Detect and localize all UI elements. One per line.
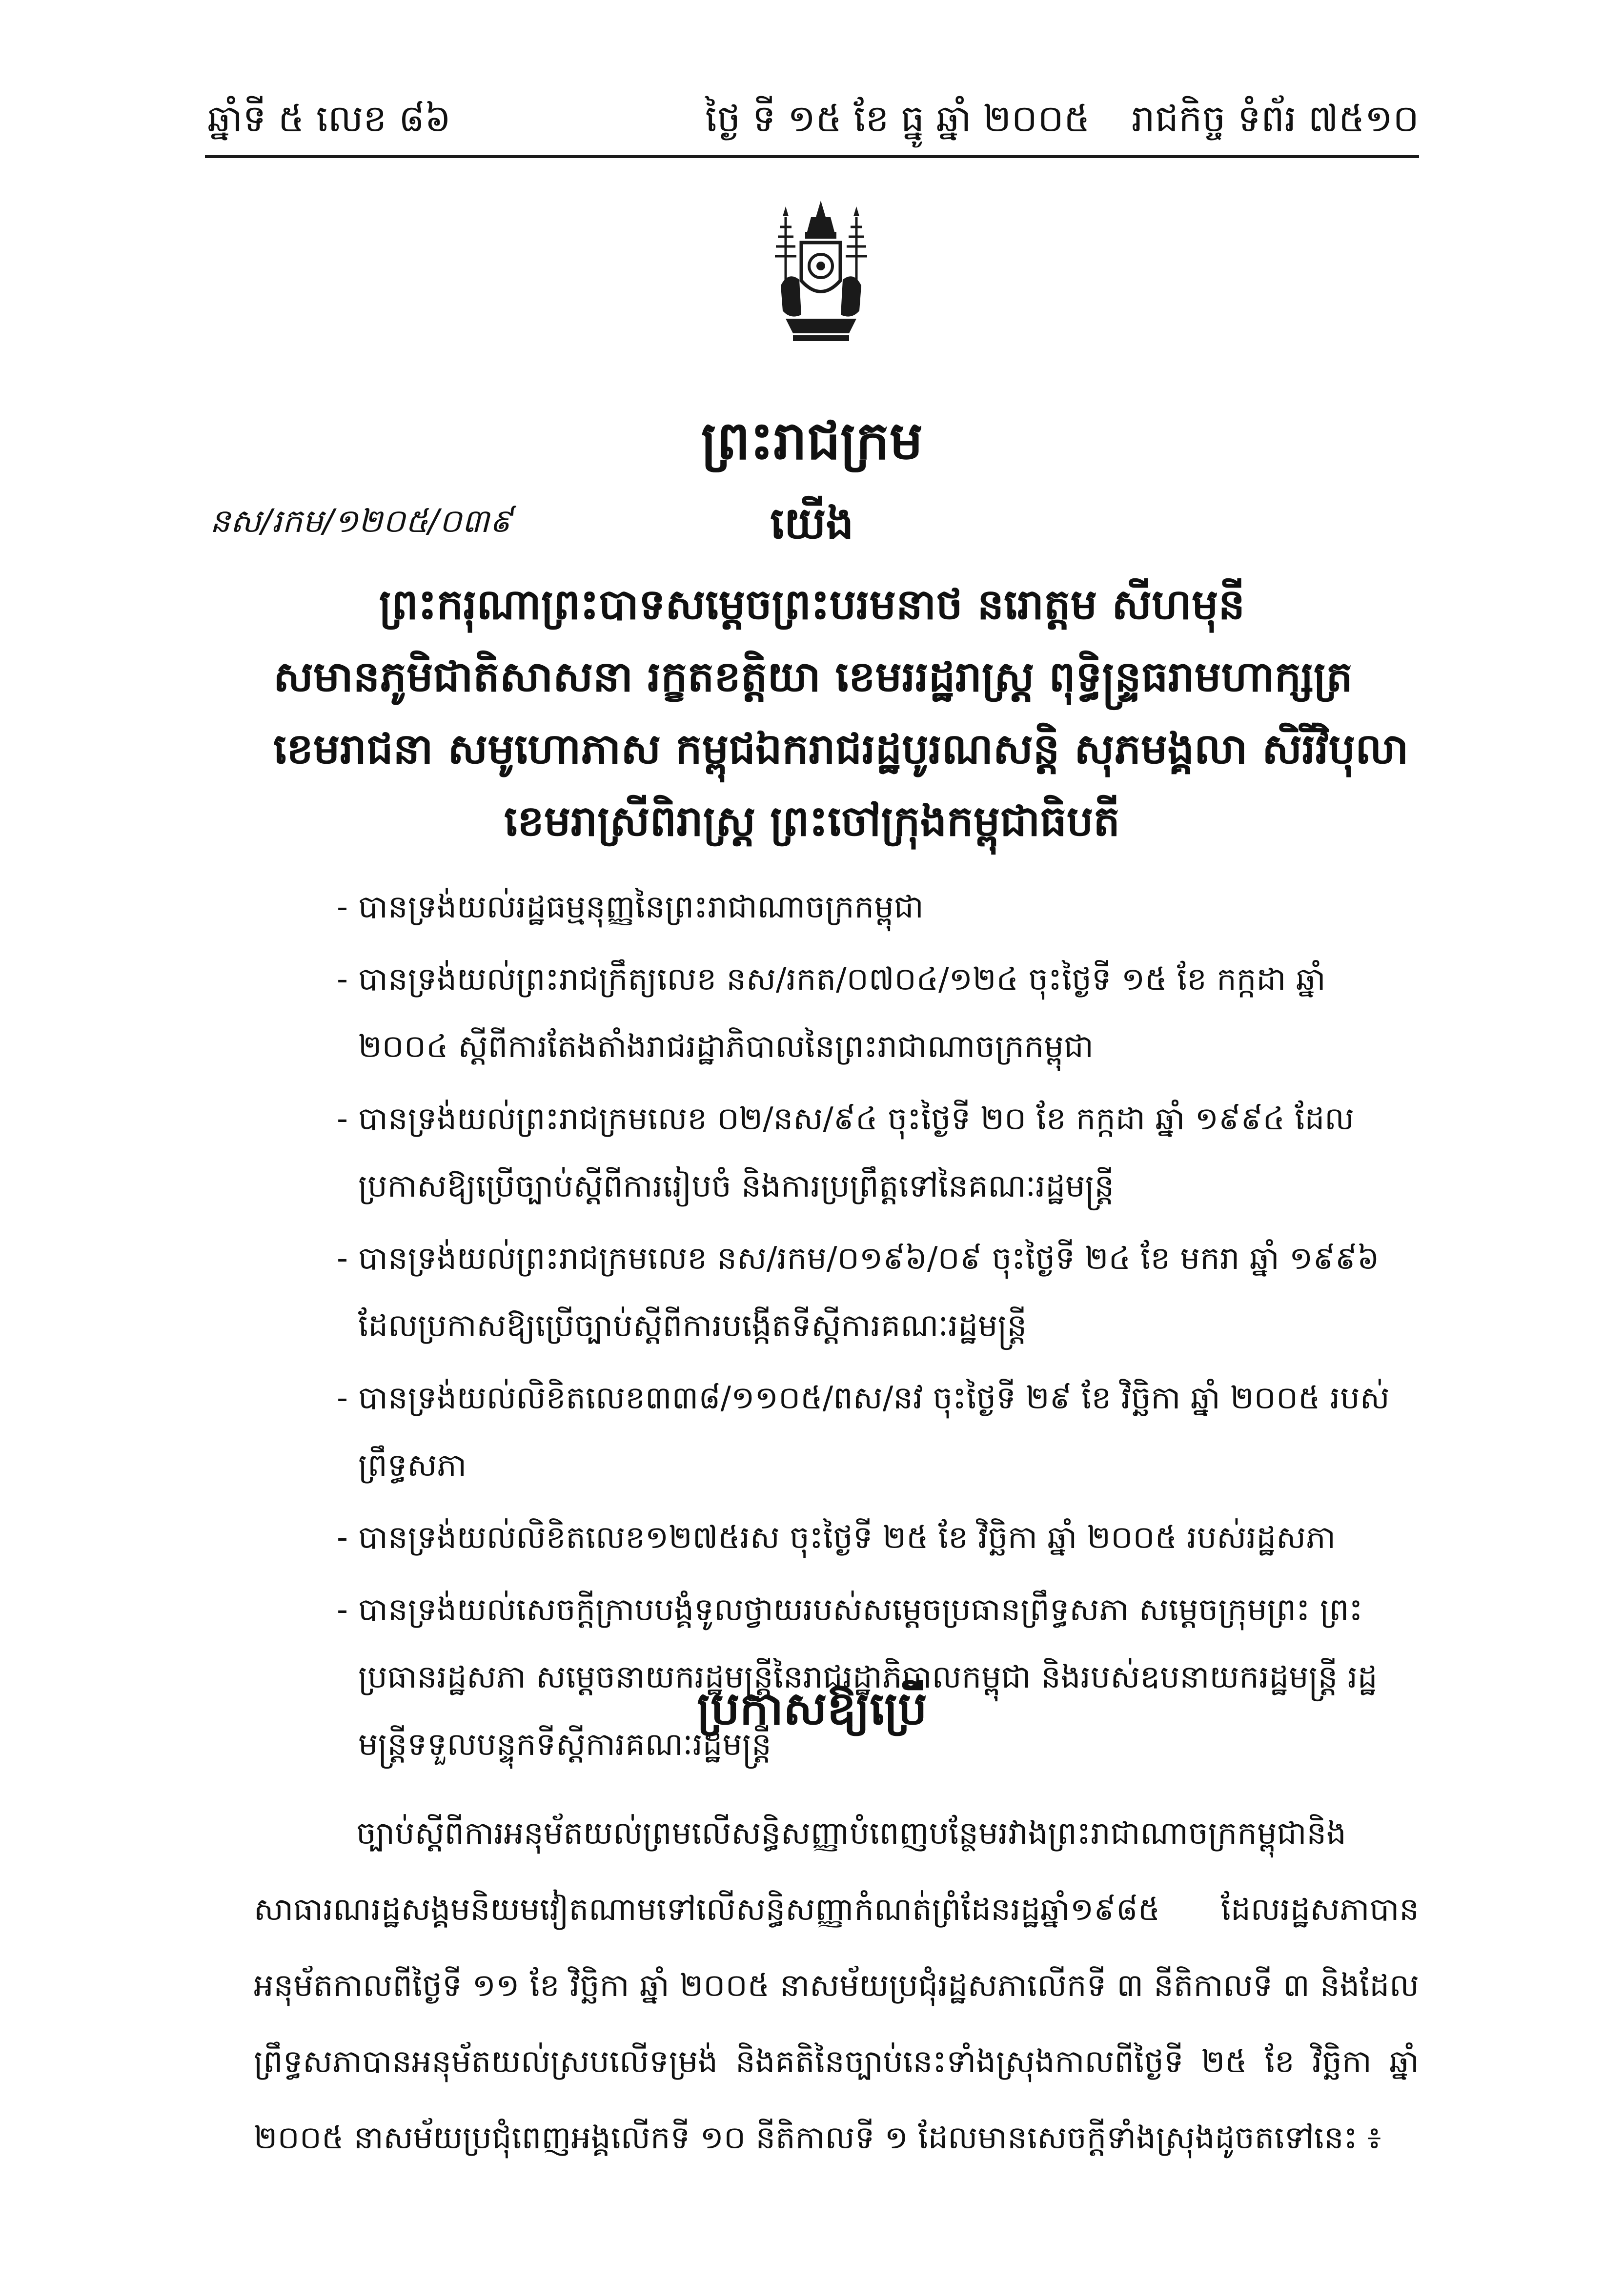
royal-coat-of-arms-icon	[766, 198, 876, 344]
recital-item: - បានទ្រង់យល់ព្រះរាជក្រមលេខ ០២/នស/៩៤ ចុះថ្ងៃទី ២០ ខែ កក្កដា ឆ្នាំ ១៩៩៤ ដែលប្រកាសឱ្យប្រើច្បាប់ស្តីពីការរៀបចំ និងការប្រព្រឹត្តទៅនៃគណៈរដ្ឋមន្ត្រី	[337, 1101, 1355, 1204]
recital-text: បានទ្រង់យល់សេចក្តីក្រាបបង្គំទូលថ្វាយរបស់សម្តេចប្រធានព្រឹទ្ធសភា សម្តេចក្រុមព្រះ ព្រះប្រធានរដ្ឋសភា សម្តេចនាយករដ្ឋមន្ត្រីនៃរាជរដ្ឋាភិបាលកម្ពុជា និងរបស់ឧបនាយករដ្ឋមន្ត្រី រដ្ឋមន្ត្រីទទួលបន្ទុកទីស្តីការគណៈរដ្ឋមន្ត្រី	[358, 1592, 1378, 1763]
recital-item: - បានទ្រង់យល់រដ្ឋធម្មនុញ្ញនៃព្រះរាជាណាចក្រកម្ពុជា	[337, 889, 924, 925]
decree-title: ព្រះរាជក្រម	[701, 410, 923, 471]
recitals-list	[337, 874, 1419, 1783]
king-title-line: ព្រះករុណាព្រះបាទសម្តេចព្រះបរមនាថ នរោត្តម សីហមុនី	[379, 580, 1245, 629]
gazette-page-ref: រាជកិច្ច ទំព័រ ៧៥១០	[1131, 97, 1419, 140]
decree-number: នស/រកម/១២០៥/០៣៩	[210, 502, 512, 540]
king-title-block	[273, 569, 1409, 857]
recital-item: - បានទ្រង់យល់ព្រះរាជក្រមលេខ នស/រកម/០១៩៦/០៩ ចុះថ្ងៃទី ២៤ ខែ មករា ឆ្នាំ ១៩៩៦ ដែលប្រកាសឱ្យប្រើច្បាប់ស្តីពីការបង្កើតទីស្តីការគណៈរដ្ឋមន្ត្រី	[337, 1241, 1380, 1344]
recital-item: - បានទ្រង់យល់សេចក្តីក្រាបបង្គំទូលថ្វាយរបស់សម្តេចប្រធានព្រឹទ្ធសភា សម្តេចក្រុមព្រះ ព្រះប្រធានរដ្ឋសភា សម្តេចនាយករដ្ឋមន្ត្រីនៃរាជរដ្ឋាភិបាលកម្ពុជា និងរបស់ឧបនាយករដ្ឋមន្ត្រី រដ្ឋមន្ត្រីទទួលបន្ទុកទីស្តីការគណៈរដ្ឋមន្ត្រី	[337, 1592, 1378, 1763]
promulgation-heading: ប្រកាសឱ្យប្រើ	[697, 1682, 927, 1735]
recital-item: - បានទ្រង់យល់ព្រះរាជក្រឹត្យលេខ នស/រកត/០៧០៤/១២៤ ចុះថ្ងៃទី ១៥ ខែ កក្កដា ឆ្នាំ ២០០៤ ស្តីពីការតែងតាំងរាជរដ្ឋាភិបាលនៃព្រះរាជាណាចក្រកម្ពុជា	[337, 961, 1326, 1065]
header-divider	[205, 155, 1419, 158]
recital-text: បានទ្រង់យល់រដ្ឋធម្មនុញ្ញនៃព្រះរាជាណាចក្រកម្ពុជា	[358, 889, 924, 925]
issue-number: ឆ្នាំទី ៥ លេខ ៨៦	[207, 97, 451, 140]
gazette-date: ថ្ងៃ ទី ១៥ ខែ ធ្នូ ឆ្នាំ ២០០៥	[705, 97, 1090, 140]
recital-text: បានទ្រង់យល់លិខិតលេខ១២៧៥រស ចុះថ្ងៃទី ២៥ ខែ វិច្ឆិកា ឆ្នាំ ២០០៥ របស់រដ្ឋសភា	[358, 1520, 1336, 1556]
recital-text: បានទ្រង់យល់ព្រះរាជក្រមលេខ ០២/នស/៩៤ ចុះថ្ងៃទី ២០ ខែ កក្កដា ឆ្នាំ ១៩៩៤ ដែលប្រកាសឱ្យប្រើច្បាប់ស្តីពីការរៀបចំ និងការប្រព្រឹត្តទៅនៃគណៈរដ្ឋមន្ត្រី	[358, 1101, 1355, 1204]
decree-subtitle: យើង	[770, 498, 854, 549]
king-title-line: ខេមរាជនា សមូហោភាស កម្ពុជឯករាជរដ្ឋបូរណសន្តិ សុភមង្គលា សិរីវិបុលា	[273, 725, 1409, 774]
king-title-line: ខេមរាស្រីពិរាស្ត្រ ព្រះចៅក្រុងកម្ពុជាធិបតី	[504, 797, 1120, 846]
recital-item: - បានទ្រង់យល់លិខិតលេខ៣៣៨/១១០៥/ពស/នវ ចុះថ្ងៃទី ២៩ ខែ វិច្ឆិកា ឆ្នាំ ២០០៥ របស់ព្រឹទ្ធសភា	[337, 1380, 1390, 1484]
recital-text: បានទ្រង់យល់ព្រះរាជក្រឹត្យលេខ នស/រកត/០៧០៤/១២៤ ចុះថ្ងៃទី ១៥ ខែ កក្កដា ឆ្នាំ ២០០៤ ស្តីពីការតែងតាំងរាជរដ្ឋាភិបាលនៃព្រះរាជាណាចក្រកម្ពុជា	[358, 961, 1326, 1065]
king-title-line: សមានភូមិជាតិសាសនា រក្ខតខត្តិយា ខេមររដ្ឋរាស្ត្រ ពុទ្ធិន្ទ្រធរាមហាក្សត្រ	[273, 652, 1353, 701]
recital-text: បានទ្រង់យល់លិខិតលេខ៣៣៨/១១០៥/ពស/នវ ចុះថ្ងៃទី ២៩ ខែ វិច្ឆិកា ឆ្នាំ ២០០៥ របស់ព្រឹទ្ធសភា	[358, 1380, 1390, 1484]
promulgation-paragraph: ច្បាប់ស្តីពីការអនុម័តយល់ព្រមលើសន្ធិសញ្ញាបំពេញបន្ថែមរវាងព្រះរាជាណាចក្រកម្ពុជានិងសាធារណរដ្ឋសង្គមនិយមវៀតណាមទៅលើសន្ធិសញ្ញាកំណត់ព្រំដែនរដ្ឋឆ្នាំ១៩៨៥ ដែលរដ្ឋសភាបានអនុម័តកាលពីថ្ងៃទី ១១ ខែ វិច្ឆិកា ឆ្នាំ ២០០៥ នាសម័យប្រជុំរដ្ឋសភាលើកទី ៣ នីតិកាលទី ៣ និងដែលព្រឹទ្ធសភាបានអនុម័តយល់ស្របលើទម្រង់ និងគតិនៃច្បាប់នេះទាំងស្រុងកាលពីថ្ងៃទី ២៥ ខែ វិច្ឆិកា ឆ្នាំ ២០០៥ នាសម័យប្រជុំពេញអង្គលើកទី ១០ នីតិកាលទី ១ ដែលមានសេចក្តីទាំងស្រុងដូចតទៅនេះ ៖	[254, 1815, 1420, 2156]
recital-text: បានទ្រង់យល់ព្រះរាជក្រមលេខ នស/រកម/០១៩៦/០៩ ចុះថ្ងៃទី ២៤ ខែ មករា ឆ្នាំ ១៩៩៦ ដែលប្រកាសឱ្យប្រើច្បាប់ស្តីពីការបង្កើតទីស្តីការគណៈរដ្ឋមន្ត្រី	[358, 1241, 1380, 1344]
recital-item: - បានទ្រង់យល់លិខិតលេខ១២៧៥រស ចុះថ្ងៃទី ២៥ ខែ វិច្ឆិកា ឆ្នាំ ២០០៥ របស់រដ្ឋសភា	[337, 1520, 1336, 1556]
